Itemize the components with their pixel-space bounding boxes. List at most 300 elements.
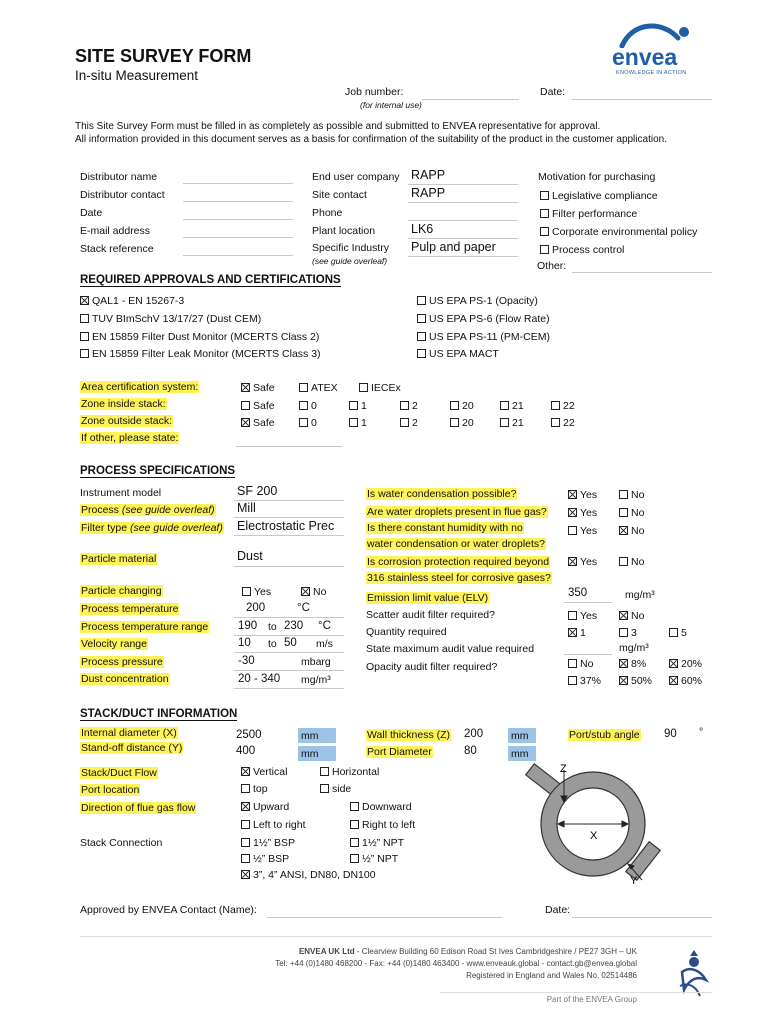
cert-atex[interactable] — [299, 382, 338, 394]
checkbox-checked[interactable] — [568, 557, 577, 566]
standoff-unit: mm — [298, 746, 336, 761]
corrosion-no[interactable] — [619, 556, 644, 568]
temp-range-to[interactable]: 230 — [284, 620, 304, 632]
inside-2[interactable] — [400, 400, 418, 412]
checkbox[interactable] — [619, 628, 628, 637]
diagram-label-y: Y — [630, 875, 638, 887]
velocity-unit: m/s — [316, 638, 333, 650]
option-label: 3”, 4” ANSI, DN80, DN100 — [253, 869, 376, 881]
envea-logo — [610, 18, 700, 78]
option-label: Downward — [362, 801, 412, 813]
pressure-line — [234, 670, 344, 671]
option-label: 2 — [412, 417, 418, 429]
checkbox-checked[interactable] — [568, 628, 577, 637]
checkbox[interactable] — [80, 314, 89, 323]
quantity-5[interactable] — [669, 627, 687, 639]
heading-text: PROCESS SPECIFICATIONS — [80, 465, 236, 477]
checkbox[interactable] — [350, 820, 359, 829]
checkbox[interactable] — [80, 332, 89, 341]
checkbox-checked[interactable] — [241, 418, 250, 427]
connection-ansi[interactable] — [241, 869, 376, 881]
company-name: ENVEA UK Ltd — [298, 947, 355, 956]
header-date-field[interactable] — [572, 99, 712, 100]
checkbox[interactable] — [350, 838, 359, 847]
pressure-label: Process pressure — [81, 656, 163, 668]
site-contact-label: Site contact — [312, 189, 367, 201]
filter-type-label — [80, 522, 224, 534]
option-label: Corporate environmental policy — [552, 226, 698, 238]
option-label: No — [631, 556, 645, 568]
connection-0-5-npt[interactable] — [350, 853, 398, 865]
queens-award-icon — [676, 946, 712, 1002]
checkbox-checked[interactable] — [241, 870, 250, 879]
quantity-3[interactable] — [619, 627, 637, 639]
wall-thickness-value[interactable]: 200 — [464, 728, 484, 740]
checkbox-checked[interactable] — [619, 676, 628, 685]
checkbox-checked[interactable] — [80, 296, 89, 305]
option-label: 1½” BSP — [253, 837, 296, 849]
opacity-no[interactable] — [568, 658, 593, 670]
port-angle-label: Port/stub angle — [569, 729, 640, 741]
option-label: 1 — [580, 627, 586, 639]
checkbox-checked[interactable] — [669, 676, 678, 685]
port-location-label: Port location — [81, 784, 140, 796]
heading-text: REQUIRED APPROVALS AND CERTIFICATIONS — [80, 274, 341, 286]
form-title: SITE SURVEY FORM — [75, 46, 252, 66]
option-label: Yes — [580, 525, 598, 537]
checkbox[interactable] — [350, 802, 359, 811]
checkbox[interactable] — [669, 628, 678, 637]
specific-industry-value[interactable]: Pulp and paper — [411, 240, 496, 254]
option-label: No — [580, 658, 594, 670]
checkbox[interactable] — [299, 401, 308, 410]
checkbox[interactable] — [349, 418, 358, 427]
checkbox-checked[interactable] — [619, 526, 628, 535]
inside-21[interactable] — [500, 400, 524, 412]
if-other-label: If other, please state: — [81, 432, 179, 444]
flow-vertical[interactable] — [241, 766, 287, 778]
end-user-company-label: End user company — [312, 171, 400, 183]
approval-en15859-dust[interactable] — [80, 331, 319, 343]
stack-reference-field[interactable] — [183, 255, 293, 256]
motivation-process-control[interactable] — [540, 244, 624, 256]
option-label: No — [631, 507, 645, 519]
checkbox[interactable] — [320, 767, 329, 776]
option-label: EN 15859 Filter Leak Monitor (MCERTS Class 3) — [92, 348, 321, 360]
port-diameter-unit: mm — [508, 746, 536, 761]
checkbox-checked[interactable] — [241, 383, 250, 392]
option-label: IECEx — [371, 382, 401, 394]
option-label: 22 — [563, 400, 575, 412]
pressure-unit: mbarg — [301, 656, 331, 668]
quantity-1[interactable] — [568, 627, 586, 639]
humidity-no[interactable] — [619, 525, 644, 537]
option-label: 3 — [631, 627, 637, 639]
checkbox[interactable] — [568, 526, 577, 535]
distributor-contact-label: Distributor contact — [80, 189, 165, 201]
approval-qal1[interactable] — [80, 295, 184, 307]
option-label: No — [631, 489, 645, 501]
quantity-label: Quantity required — [366, 626, 447, 638]
option-label: Legislative compliance — [552, 190, 658, 202]
option-label: 50% — [631, 675, 653, 687]
state-max-field[interactable] — [564, 654, 612, 655]
area-cert-label: Area certification system: — [81, 381, 199, 393]
checkbox[interactable] — [619, 508, 628, 517]
checkbox[interactable] — [500, 418, 509, 427]
approval-ps11[interactable] — [417, 331, 550, 343]
option-label: 5 — [681, 627, 687, 639]
opacity-20[interactable] — [669, 658, 702, 670]
option-label: 20 — [462, 417, 474, 429]
option-label: 22 — [563, 417, 575, 429]
approval-mact[interactable] — [417, 348, 499, 360]
footer-divider — [80, 936, 712, 937]
approved-by-label: Approved by ENVEA Contact (Name): — [80, 904, 257, 916]
checkbox[interactable] — [540, 209, 549, 218]
process-value[interactable]: Mill — [237, 501, 256, 515]
flow-horizontal[interactable] — [320, 766, 379, 778]
site-contact-line — [408, 202, 518, 203]
checkbox-checked[interactable] — [619, 659, 628, 668]
option-label: 0 — [311, 417, 317, 429]
stack-reference-label: Stack reference — [80, 243, 154, 255]
wall-thickness-label: Wall thickness (Z) — [367, 729, 451, 741]
phone-field[interactable] — [408, 220, 518, 221]
connection-1-5-npt[interactable] — [350, 837, 404, 849]
opacity-8[interactable] — [619, 658, 646, 670]
checkbox-checked[interactable] — [669, 659, 678, 668]
other-field[interactable] — [572, 272, 712, 273]
checkbox[interactable] — [241, 820, 250, 829]
velocity-to[interactable]: 50 — [284, 637, 297, 649]
checkbox[interactable] — [540, 227, 549, 236]
particle-changing-label: Particle changing — [81, 585, 162, 597]
dust-value[interactable]: 20 - 340 — [238, 673, 281, 685]
motivation-legislative[interactable] — [540, 190, 658, 202]
direction-right-left[interactable] — [350, 819, 415, 831]
direction-upward[interactable] — [241, 801, 289, 813]
inside-1[interactable] — [349, 400, 367, 412]
approval-en15859-leak[interactable] — [80, 348, 321, 360]
temp-range-line — [234, 635, 344, 636]
particle-line — [234, 566, 344, 567]
option-label: ATEX — [311, 382, 338, 394]
checkbox[interactable] — [320, 784, 329, 793]
footer-line-3: Registered in England and Wales No. 02514486 — [466, 971, 637, 980]
option-label: Yes — [580, 507, 598, 519]
diagram-label-z: Z — [560, 763, 567, 775]
humidity-yes[interactable] — [568, 525, 597, 537]
droplets-yes[interactable] — [568, 507, 597, 519]
particle-changing-no[interactable] — [301, 586, 326, 598]
state-max-label: State maximum audit value required — [366, 643, 535, 655]
checkbox[interactable] — [568, 676, 577, 685]
outside-22[interactable] — [551, 417, 575, 429]
opacity-50[interactable] — [619, 675, 652, 687]
inside-20[interactable] — [450, 400, 474, 412]
checkbox[interactable] — [540, 191, 549, 200]
opacity-37[interactable] — [568, 675, 601, 687]
instrument-model-value[interactable]: SF 200 — [237, 484, 278, 498]
email-field[interactable] — [183, 237, 293, 238]
particle-material-label: Particle material — [81, 553, 157, 565]
dust-label: Dust concentration — [81, 673, 169, 685]
checkbox-checked[interactable] — [568, 490, 577, 499]
cert-safe[interactable] — [241, 382, 275, 394]
approval-ps1[interactable] — [417, 295, 538, 307]
checkbox[interactable] — [241, 784, 250, 793]
connection-1-5-bsp[interactable] — [241, 837, 295, 849]
option-label: Safe — [253, 417, 275, 429]
checkbox[interactable] — [299, 383, 308, 392]
label-text: Process — [81, 504, 122, 516]
plant-location-value[interactable]: LK6 — [411, 222, 434, 236]
option-label: No — [631, 610, 645, 622]
logo-tagline: KNOWLEDGE IN ACTION — [616, 70, 687, 76]
form-subtitle: In-situ Measurement — [75, 68, 199, 83]
end-user-company-value[interactable]: RAPP — [411, 168, 446, 182]
checkbox[interactable] — [540, 245, 549, 254]
stack-diagram — [520, 762, 670, 892]
option-label: Vertical — [253, 766, 288, 778]
temp-range-label: Process temperature range — [81, 621, 209, 633]
velocity-to-word: to — [268, 638, 277, 650]
zone-outside-label: Zone outside stack: — [81, 415, 173, 427]
footer-divider-2 — [440, 992, 712, 993]
checkbox[interactable] — [450, 401, 459, 410]
distributor-date-field[interactable] — [183, 219, 293, 220]
condensation-yes[interactable] — [568, 489, 597, 501]
standoff-value[interactable]: 400 — [236, 745, 256, 757]
checkbox[interactable] — [400, 418, 409, 427]
checkbox[interactable] — [450, 418, 459, 427]
option-label: US EPA PS-6 (Flow Rate) — [429, 313, 550, 325]
specific-industry-label: Specific Industry — [312, 242, 390, 254]
if-other-field[interactable] — [236, 446, 342, 447]
approved-by-field[interactable] — [267, 917, 502, 918]
option-label: Filter performance — [552, 208, 638, 220]
internal-diameter-unit: mm — [298, 728, 336, 743]
elv-value[interactable]: 350 — [568, 587, 588, 599]
approval-date-label: Date: — [545, 904, 571, 916]
checkbox[interactable] — [349, 401, 358, 410]
checkbox-checked[interactable] — [568, 508, 577, 517]
inside-22[interactable] — [551, 400, 575, 412]
direction-left-right[interactable] — [241, 819, 306, 831]
velocity-line — [234, 652, 344, 653]
intro-line-1: This Site Survey Form must be filled in as completely as possible and submitted to ENVEA representative for approval. — [75, 121, 601, 132]
checkbox[interactable] — [500, 401, 509, 410]
checkbox[interactable] — [359, 383, 368, 392]
outside-0[interactable] — [299, 417, 317, 429]
motivation-title: Motivation for purchasing — [538, 171, 656, 183]
approval-tuv[interactable] — [80, 313, 261, 325]
condensation-no[interactable] — [619, 489, 644, 501]
checkbox[interactable] — [417, 296, 426, 305]
flue-direction-label: Direction of flue gas flow — [81, 802, 196, 814]
outside-2[interactable] — [400, 417, 418, 429]
checkbox[interactable] — [417, 314, 426, 323]
port-top[interactable] — [241, 783, 268, 795]
option-label: US EPA MACT — [429, 348, 499, 360]
internal-diameter-value[interactable]: 2500 — [236, 729, 262, 741]
option-label: 21 — [512, 400, 524, 412]
outside-safe[interactable] — [241, 417, 275, 429]
label-text: Filter type — [81, 522, 131, 534]
option-label: QAL1 - EN 15267-3 — [92, 295, 185, 307]
wall-thickness-unit: mm — [508, 728, 536, 743]
checkbox-checked[interactable] — [301, 587, 310, 596]
checkbox[interactable] — [551, 401, 560, 410]
checkbox[interactable] — [417, 349, 426, 358]
q-corrosion-1: Is corrosion protection required beyond — [367, 556, 550, 568]
droplets-no[interactable] — [619, 507, 644, 519]
phone-label: Phone — [312, 207, 343, 219]
opacity-60[interactable] — [669, 675, 702, 687]
process-line — [234, 517, 344, 518]
distributor-date-label: Date — [80, 207, 103, 219]
internal-use-note: (for internal use) — [360, 100, 422, 110]
option-label: 20% — [681, 658, 703, 670]
temp-range-to-word: to — [268, 621, 277, 633]
checkbox[interactable] — [619, 490, 628, 499]
checkbox-checked[interactable] — [241, 767, 250, 776]
particle-material-value[interactable]: Dust — [237, 549, 263, 563]
checkbox[interactable] — [417, 332, 426, 341]
end-user-line — [408, 184, 518, 185]
checkbox[interactable] — [80, 349, 89, 358]
option-label: 37% — [580, 675, 602, 687]
checkbox-checked[interactable] — [619, 611, 628, 620]
process-temp-unit: °C — [297, 602, 310, 614]
intro-line-2: All information provided in this document serves as a basis for confirmation of the suitability of the product in the customer application. — [75, 134, 667, 145]
motivation-corporate[interactable] — [540, 226, 697, 238]
logo-text: envea — [612, 44, 678, 70]
process-heading — [80, 465, 235, 477]
approval-ps6[interactable] — [417, 313, 550, 325]
guide-note: (see guide overleaf) — [130, 522, 223, 534]
velocity-from[interactable]: 10 — [238, 637, 251, 649]
option-label: 2 — [412, 400, 418, 412]
option-label: top — [253, 783, 268, 795]
elv-line — [564, 602, 612, 603]
site-contact-value[interactable]: RAPP — [411, 186, 446, 200]
checkbox[interactable] — [568, 611, 577, 620]
filter-type-value[interactable]: Electrostatic Prec — [237, 519, 335, 533]
option-label: Horizontal — [332, 766, 380, 778]
footer-group: Part of the ENVEA Group — [546, 995, 637, 1004]
checkbox[interactable] — [350, 854, 359, 863]
scatter-label: Scatter audit filter required? — [366, 609, 495, 621]
option-label: Upward — [253, 801, 290, 813]
plant-location-line — [408, 238, 518, 239]
option-label: Right to left — [362, 819, 416, 831]
address: - Clearview Building 60 Edison Road St Ives Cambridgeshire / PE27 3GH – UK — [354, 947, 637, 956]
option-label: No — [313, 586, 327, 598]
motivation-filter[interactable] — [540, 208, 637, 220]
option-label: Process control — [552, 244, 625, 256]
other-label: Other: — [537, 260, 567, 272]
checkbox[interactable] — [299, 418, 308, 427]
option-label: US EPA PS-1 (Opacity) — [429, 295, 538, 307]
checkbox[interactable] — [241, 401, 250, 410]
filter-line — [234, 535, 344, 536]
distributor-contact-field[interactable] — [183, 201, 293, 202]
temp-range-from[interactable]: 190 — [238, 620, 258, 632]
footer-line-2: Tel: +44 (0)1480 468200 - Fax: +44 (0)1480 463400 - www.enveauk.global - contact.gb@envea.global — [275, 959, 637, 968]
inside-0[interactable] — [299, 400, 317, 412]
elv-unit: mg/m³ — [625, 589, 655, 601]
dust-line — [234, 688, 344, 689]
state-max-unit: mg/m³ — [619, 642, 649, 654]
outside-1[interactable] — [349, 417, 367, 429]
option-label: 21 — [512, 417, 524, 429]
distributor-name-field[interactable] — [183, 183, 293, 184]
port-side[interactable] — [320, 783, 351, 795]
scatter-no[interactable] — [619, 610, 644, 622]
corrosion-yes[interactable] — [568, 556, 597, 568]
process-label — [80, 504, 216, 516]
dust-unit: mg/m³ — [301, 674, 331, 686]
guide-note: (see guide overleaf) — [121, 504, 215, 516]
industry-line — [408, 256, 518, 257]
stack-flow-label: Stack/Duct Flow — [81, 767, 157, 779]
internal-diameter-label: Internal diameter (X) — [81, 727, 177, 739]
checkbox[interactable] — [241, 854, 250, 863]
checkbox-checked[interactable] — [241, 802, 250, 811]
option-label: 20 — [462, 400, 474, 412]
elv-label: Emission limit value (ELV) — [367, 592, 489, 604]
checkbox[interactable] — [241, 838, 250, 847]
job-number-field[interactable] — [422, 99, 519, 100]
particle-changing-yes[interactable] — [242, 586, 271, 598]
port-angle-value[interactable]: 90 — [664, 728, 677, 740]
option-label: Safe — [253, 400, 275, 412]
q-corrosion-2: 316 stainless steel for corrosive gases? — [367, 572, 551, 584]
option-label: 8% — [631, 658, 647, 670]
option-label: Yes — [580, 489, 598, 501]
industry-guide-note: (see guide overleaf) — [312, 256, 388, 266]
outside-20[interactable] — [450, 417, 474, 429]
option-label: ½” NPT — [362, 853, 399, 865]
process-temp-value[interactable]: 200 — [246, 602, 266, 614]
inside-safe[interactable] — [241, 400, 275, 412]
option-label: US EPA PS-11 (PM-CEM) — [429, 331, 550, 343]
checkbox[interactable] — [619, 557, 628, 566]
option-label: 1 — [361, 417, 367, 429]
checkbox[interactable] — [551, 418, 560, 427]
q-condensation: Is water condensation possible? — [367, 488, 517, 500]
checkbox[interactable] — [568, 659, 577, 668]
outside-21[interactable] — [500, 417, 524, 429]
scatter-yes[interactable] — [568, 610, 597, 622]
option-label: 60% — [681, 675, 703, 687]
cert-iecex[interactable] — [359, 382, 401, 394]
port-diameter-value[interactable]: 80 — [464, 745, 477, 757]
plant-location-label: Plant location — [312, 225, 376, 237]
pressure-value[interactable]: -30 — [238, 655, 255, 667]
approvals-heading — [80, 274, 341, 286]
option-label: 1½” NPT — [362, 837, 405, 849]
connection-0-5-bsp[interactable] — [241, 853, 289, 865]
checkbox[interactable] — [242, 587, 251, 596]
footer-line-1 — [299, 947, 637, 956]
checkbox[interactable] — [400, 401, 409, 410]
approval-date-field[interactable] — [572, 917, 712, 918]
direction-downward[interactable] — [350, 801, 412, 813]
stack-heading — [80, 708, 237, 720]
